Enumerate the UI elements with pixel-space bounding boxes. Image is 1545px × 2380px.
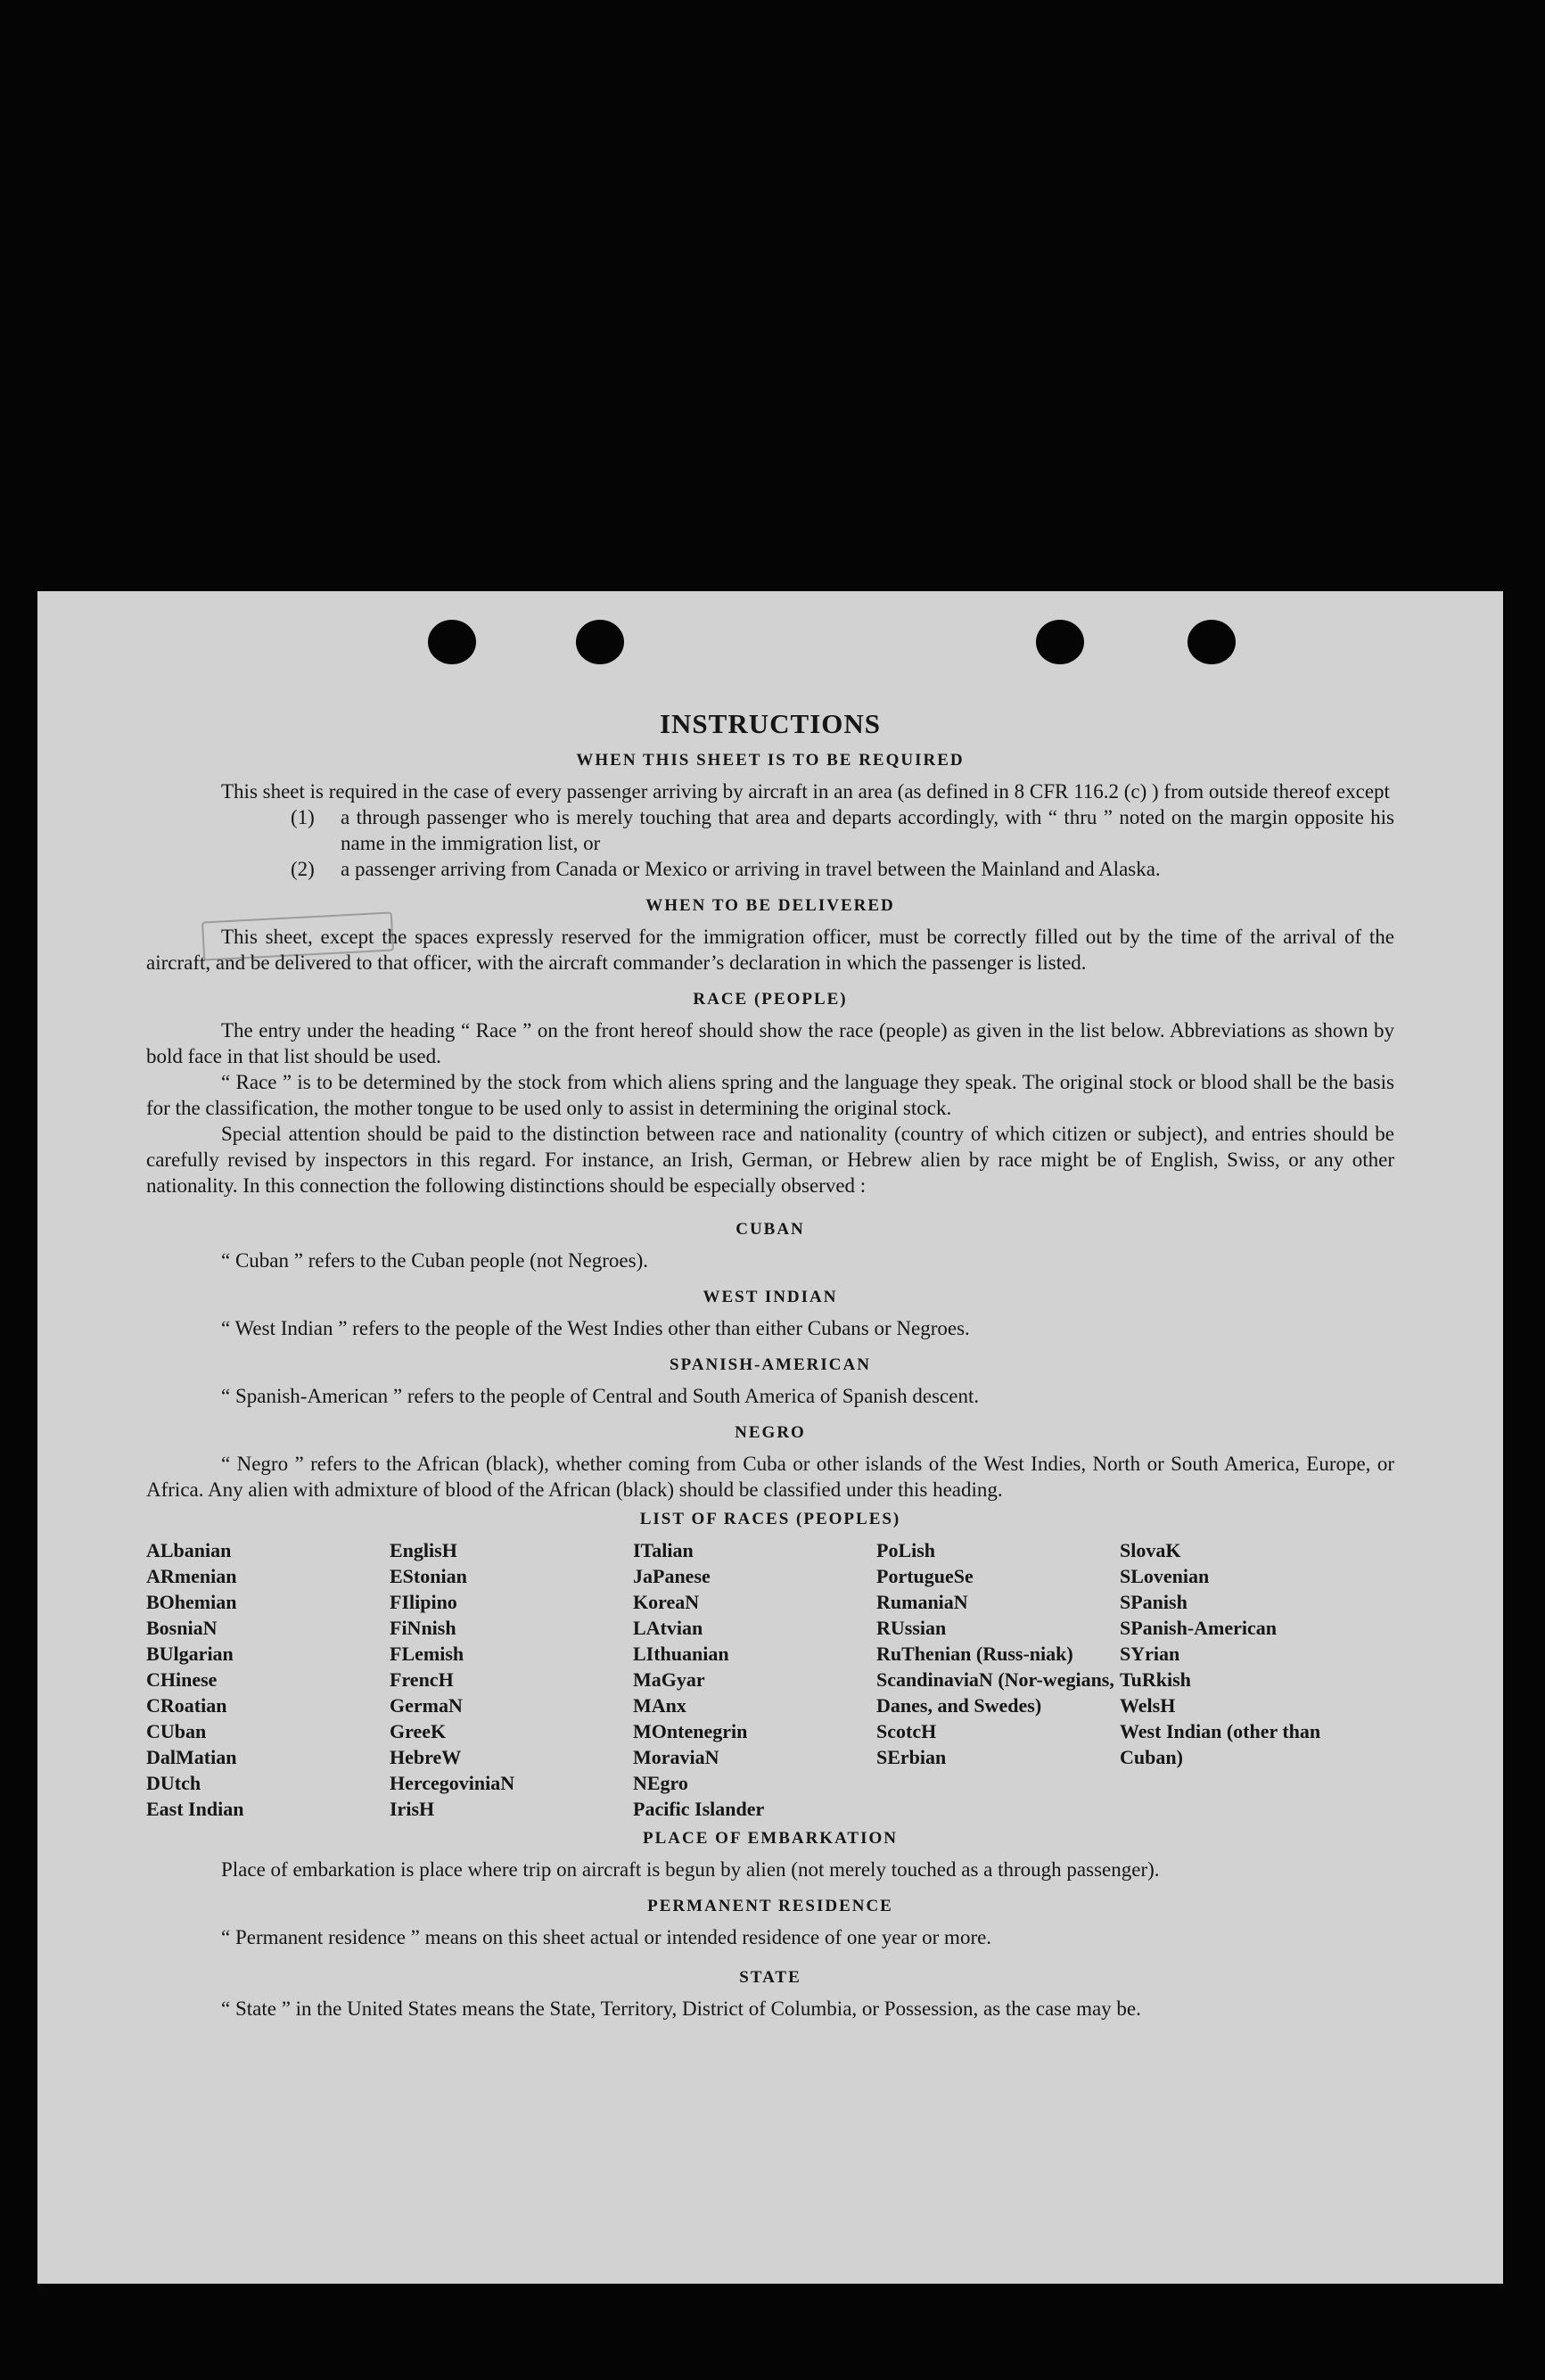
punch-hole [1036,620,1084,664]
race-item: SPanish-American [1120,1617,1277,1639]
race-item: EnglisH [390,1539,457,1561]
race-item: ScotcH [876,1720,937,1742]
race-item: MaGyar [633,1668,705,1691]
race-column [1120,1537,1352,1822]
race-item: SYrian [1120,1643,1180,1665]
heading-cuban: CUBAN [736,1220,805,1239]
race-item: Pacific Islander [633,1798,765,1820]
when-delivered-text: This sheet, except the spaces expressly reserved for the immigration officer, must be correctly filled out by the time of the arrival of the aircraft, and be delivered to that officer, with the aircraft commander’s declaration in which the passenger is listed. [146,926,1394,974]
race-item: NEgro [633,1772,688,1794]
when-required-intro: This sheet is required in the case of every passenger arriving by aircraft in an area (as defined in 8 CFR 116.2 (c) ) from outside thereof except [221,780,1390,803]
race-paragraph: “ Race ” is to be determined by the stock from which aliens spring and the language they speak. The original stock or blood shall be the basis for the classification, the mother tongue to be used only to assist in determining the original stock. [146,1071,1394,1119]
race-item: TuRkish [1120,1668,1191,1691]
heading-permanent-residence: PERMANENT RESIDENCE [647,1897,893,1915]
race-item: PortugueSe [876,1565,974,1587]
heading-when-required: WHEN THIS SHEET IS TO BE REQUIRED [576,751,965,770]
page-title: INSTRUCTIONS [659,708,881,739]
race-item: CUban [146,1720,207,1742]
race-item: BUlgarian [146,1643,234,1665]
race-column [146,1537,390,1822]
exception-item-2 [291,856,1394,882]
race-item: LAtvian [633,1617,703,1639]
race-item: GreeK [390,1720,447,1742]
exception-text: a through passenger who is merely touching that area and departs accordingly, with “ thru ” noted on the margin opposite his name in the immigration list, or [341,806,1394,854]
race-item: FiNnish [390,1617,456,1639]
residence-text: “ Permanent residence ” means on this sheet actual or intended residence of one year or more. [221,1926,992,1948]
heading-west-indian: WEST INDIAN [703,1288,838,1306]
race-item: PoLish [876,1539,936,1561]
instruction-sheet [37,591,1503,2284]
race-item: HebreW [390,1746,462,1768]
race-item: MOntenegrin [633,1720,748,1742]
spanish-american-text: “ Spanish-American ” refers to the people of Central and South America of Spanish descent. [221,1385,980,1407]
heading-list-of-races: LIST OF RACES (PEOPLES) [639,1510,901,1528]
race-paragraph: Special attention should be paid to the distinction between race and nationality (country of which citizen or subject), and entries should be carefully revised by inspectors in this regard. For instance, an Irish, German, or Hebrew alien by race might be of English, Swiss, or any other nationality. In this connection the following distinctions should be especially observed : [146,1123,1394,1197]
race-item: ITalian [633,1539,694,1561]
race-item: DalMatian [146,1746,237,1768]
race-item: ALbanian [146,1539,232,1561]
punch-hole [1188,620,1236,664]
race-item: DUtch [146,1772,201,1794]
race-item: HercegoviniaN [390,1772,515,1794]
race-item: FrencH [390,1668,454,1691]
exception-number: (2) [291,858,315,880]
race-item: IrisH [390,1798,435,1820]
race-column [390,1537,633,1822]
race-item: MAnx [633,1694,686,1717]
instructions-content [146,708,1394,2022]
heading-state: STATE [739,1968,801,1987]
race-item: SlovaK [1120,1539,1181,1561]
race-item: WelsH [1120,1694,1176,1717]
race-item: ScandinaviaN (Nor-wegians, Danes, and Swedes) [876,1668,1114,1717]
race-item: FLemish [390,1643,464,1665]
heading-race: RACE (PEOPLE) [693,990,848,1009]
race-item: RumaniaN [876,1591,968,1613]
punch-hole [576,620,624,664]
race-item: SErbian [876,1746,947,1768]
race-item: MoraviaN [633,1746,719,1768]
race-item: East Indian [146,1798,244,1820]
race-item: RUssian [876,1617,947,1639]
race-column [633,1537,876,1822]
heading-embarkation: PLACE OF EMBARKATION [643,1829,898,1848]
race-item: CHinese [146,1668,218,1691]
west-indian-text: “ West Indian ” refers to the people of the West Indies other than either Cubans or Negroes. [221,1317,970,1339]
race-paragraph: The entry under the heading “ Race ” on the front hereof should show the race (people) as given in the list below. Abbreviations as shown by bold face in that list should be used. [146,1019,1394,1067]
exception-item-1 [291,804,1394,856]
exception-text: a passenger arriving from Canada or Mexico or arriving in travel between the Mainland and Alaska. [341,858,1161,880]
race-item: GermaN [390,1694,463,1717]
race-item: West Indian (other than Cuban) [1120,1720,1321,1768]
race-item: RuThenian (Russ-niak) [876,1643,1073,1665]
state-text: “ State ” in the United States means the State, Territory, District of Columbia, or Possession, as the case may be. [221,1997,1141,2020]
race-item: FIlipino [390,1591,457,1613]
heading-when-delivered: WHEN TO BE DELIVERED [645,896,895,915]
race-item: EStonian [390,1565,467,1587]
exception-number: (1) [291,806,315,828]
punch-hole [428,620,476,664]
embarkation-text: Place of embarkation is place where trip on aircraft is begun by alien (not merely touched as a through passenger). [221,1858,1160,1881]
race-item: CRoatian [146,1694,227,1717]
race-item: SPanish [1120,1591,1188,1613]
race-item: BOhemian [146,1591,237,1613]
race-item: KoreaN [633,1591,700,1613]
race-column [876,1537,1120,1822]
race-item: SLovenian [1120,1565,1210,1587]
race-item: JaPanese [633,1565,711,1587]
race-item: LIthuanian [633,1643,729,1665]
race-item: BosniaN [146,1617,218,1639]
negro-text: “ Negro ” refers to the African (black), whether coming from Cuba or other islands of the West Indies, North or South America, Europe, or Africa. Any alien with admixture of blood of the African (black) should be classified under this heading. [146,1453,1394,1501]
cuban-text: “ Cuban ” refers to the Cuban people (not Negroes). [221,1249,649,1272]
heading-spanish-american: SPANISH-AMERICAN [670,1355,871,1374]
race-list [146,1537,1394,1822]
heading-negro: NEGRO [735,1423,806,1442]
race-item: ARmenian [146,1565,237,1587]
